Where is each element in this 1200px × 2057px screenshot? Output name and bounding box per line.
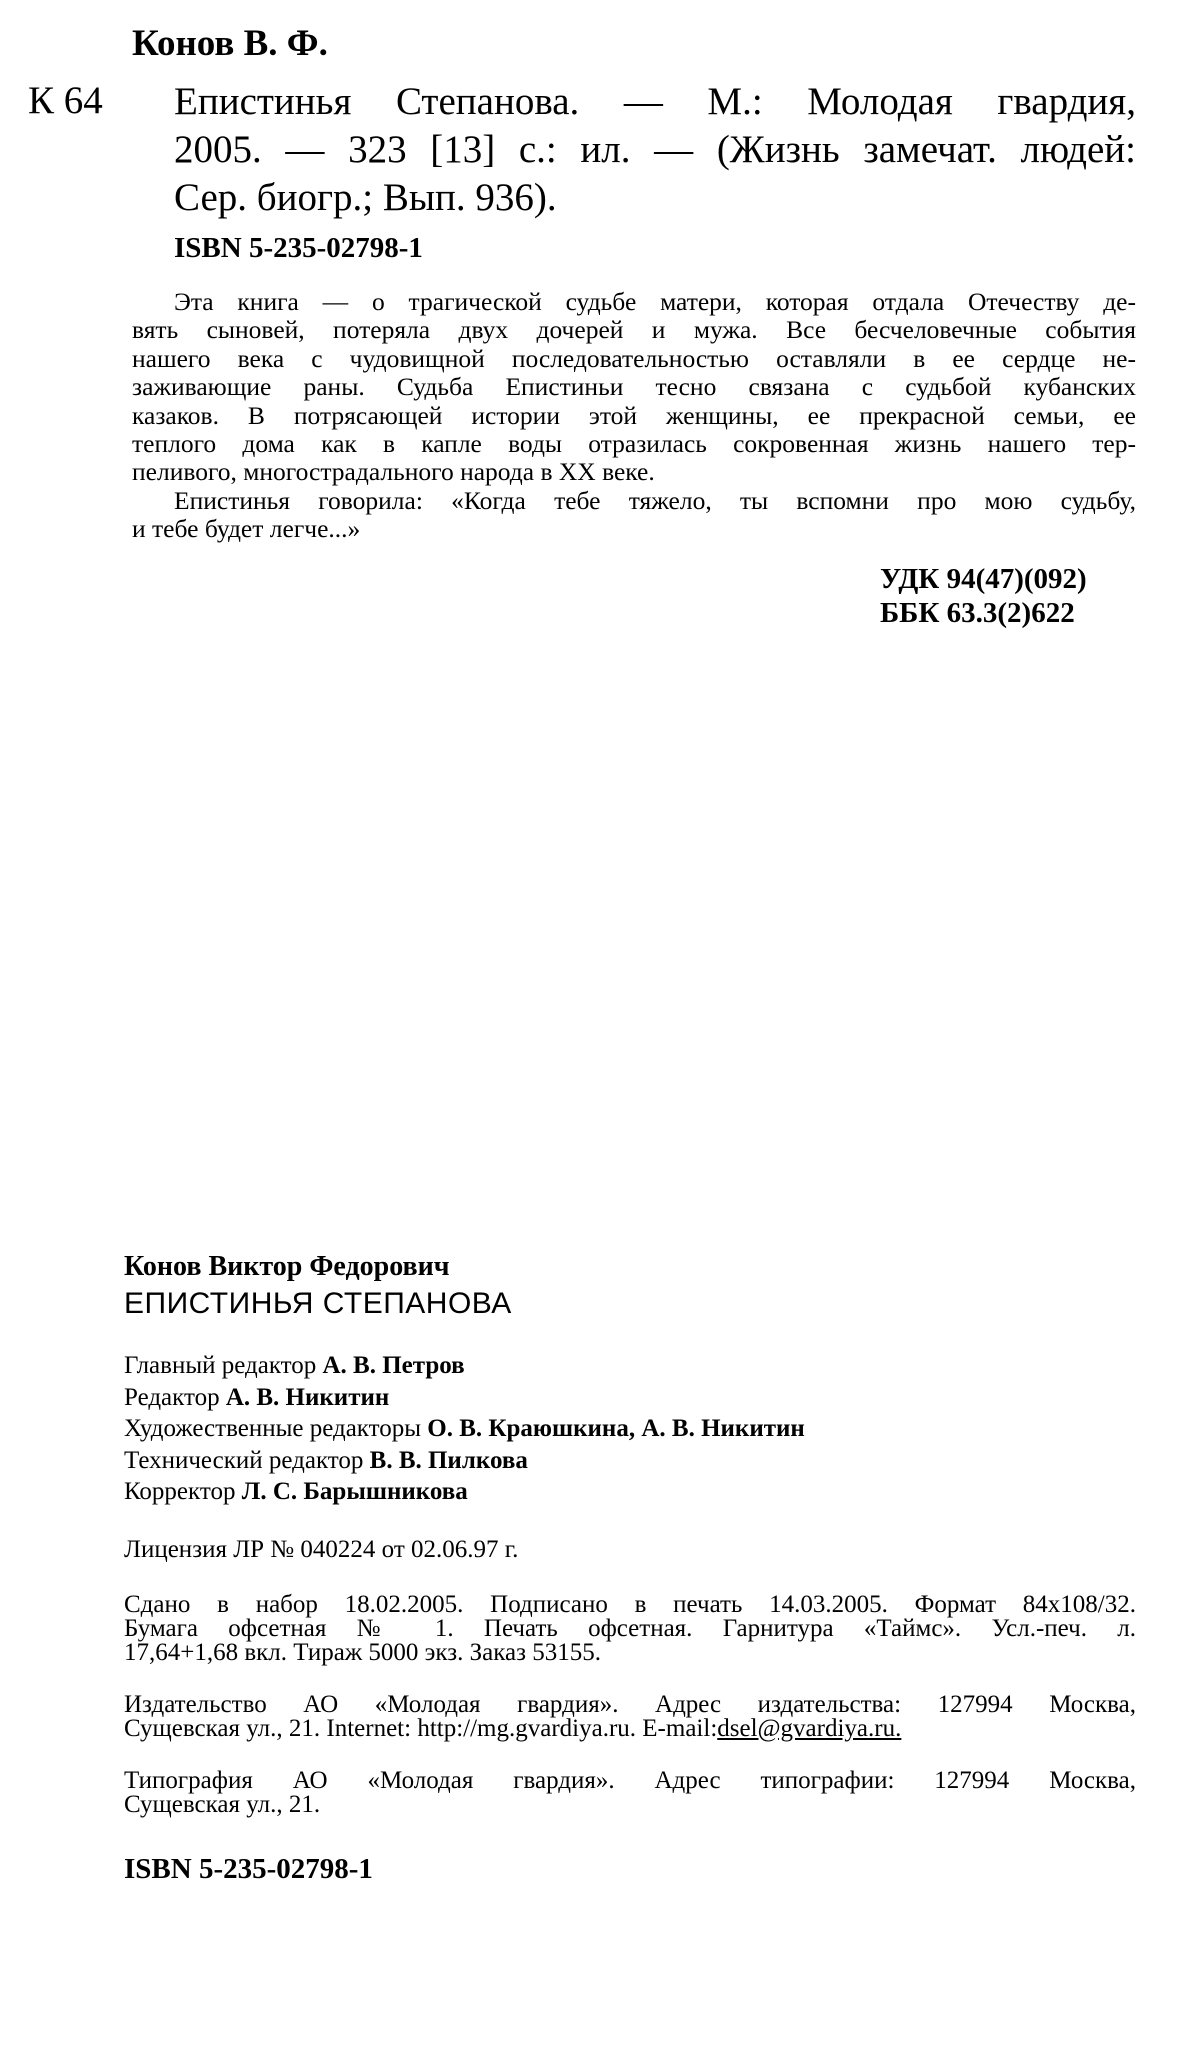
quote-line: и тебе будет легче...» [132, 514, 361, 544]
staff-role: Редактор [124, 1383, 226, 1411]
staff-name: О. В. Краюшкина, А. В. Никитин [427, 1415, 805, 1442]
annotation-line: нашего века с чудовищной последовательностью оставляли в ее сердце не- [132, 343, 1136, 373]
annotation-line: заживающие раны. Судьба Епистиньи тесно связана с судьбой кубанских [132, 372, 1136, 402]
bbk-index: ББК 63.3(2)622 [880, 597, 1075, 629]
bibliographic-description [174, 78, 1136, 222]
isbn-bottom: ISBN 5-235-02798-1 [124, 1852, 373, 1885]
staff-role: Технический редактор [124, 1446, 370, 1474]
print-line: Бумага офсетная № 1. Печать офсетная. Гарнитура «Таймс». Усл.-печ. л. [124, 1614, 1136, 1642]
printer-line: Сущевская ул., 21. [124, 1790, 321, 1818]
publisher-address: Сущевская ул., 21. Internet: http://mg.gvardiya.ru. E-mail: [124, 1714, 718, 1742]
isbn-top: ISBN 5-235-02798-1 [174, 232, 423, 264]
license-line: Лицензия ЛР № 040224 от 02.06.97 г. [124, 1535, 519, 1563]
annotation [132, 288, 1136, 544]
imprint [124, 1250, 1136, 1886]
publisher-details [124, 1690, 1136, 1742]
printer-line: Типография АО «Молодая гвардия». Адрес типографии: 127994 Москва, [124, 1766, 1136, 1794]
imprint-title: ЕПИСТИНЬЯ СТЕПАНОВА [124, 1287, 512, 1320]
printer-details [124, 1766, 1136, 1818]
publisher-line [124, 1714, 1136, 1742]
staff-row [124, 1413, 1136, 1445]
staff-row [124, 1382, 1136, 1414]
annotation-line: вять сыновей, потеряла двух дочерей и мужа. Все бесчеловечные события [132, 315, 1136, 345]
annotation-line: Эта книга — о трагической судьбе матери, которая отдала Отечеству де- [174, 287, 1136, 316]
publisher-line: Издательство АО «Молодая гвардия». Адрес издательства: 127994 Москва, [124, 1690, 1136, 1718]
staff-row [124, 1476, 1136, 1508]
print-line: Сдано в набор 18.02.2005. Подписано в печать 14.03.2005. Формат 84х108/32. [124, 1590, 1136, 1618]
staff-role: Художественные редакторы [124, 1415, 428, 1442]
staff-name: В. В. Пилкова [369, 1446, 528, 1474]
staff-role: Главный редактор [124, 1352, 323, 1379]
staff-role: Корректор [124, 1478, 242, 1505]
print-line: 17,64+1,68 вкл. Тираж 5000 экз. Заказ 53155. [124, 1638, 601, 1666]
catalog-author: Конов В. Ф. [132, 23, 328, 64]
biblio-line: 2005. — 323 [13] с.: ил. — (Жизнь замечат. людей: [174, 128, 1136, 171]
staff-list [124, 1350, 1136, 1508]
annotation-line: пеливого, многострадального народа в XX веке. [132, 457, 655, 487]
annotation-line: казаков. В потрясающей истории этой женщины, ее прекрасной семьи, ее [132, 400, 1136, 430]
staff-name: А. В. Никитин [225, 1383, 390, 1411]
quote-line: Епистинья говорила: «Когда тебе тяжело, ты вспомни про мою судьбу, [174, 485, 1136, 515]
classification-code: К 64 [28, 79, 103, 122]
print-details [124, 1590, 1136, 1666]
imprint-author: Конов Виктор Федорович [124, 1251, 450, 1282]
publisher-email-link[interactable]: dsel@gvardiya.ru. [717, 1714, 902, 1742]
classification-indexes [880, 562, 1087, 630]
staff-name: А. В. Петров [322, 1352, 465, 1379]
biblio-line: Сер. биогр.; Вып. 936). [174, 176, 557, 219]
annotation-paragraph [132, 288, 1136, 316]
staff-row [124, 1445, 1136, 1477]
biblio-line: Епистинья Степанова. — М.: Молодая гвардия, [174, 80, 1136, 123]
udk-index: УДК 94(47)(092) [880, 563, 1087, 595]
staff-row [124, 1350, 1136, 1382]
quote-paragraph [132, 487, 1136, 515]
annotation-line: теплого дома как в капле воды отразилась сокровенная жизнь нашего тер- [132, 429, 1136, 459]
staff-name: Л. С. Барышникова [241, 1478, 468, 1505]
